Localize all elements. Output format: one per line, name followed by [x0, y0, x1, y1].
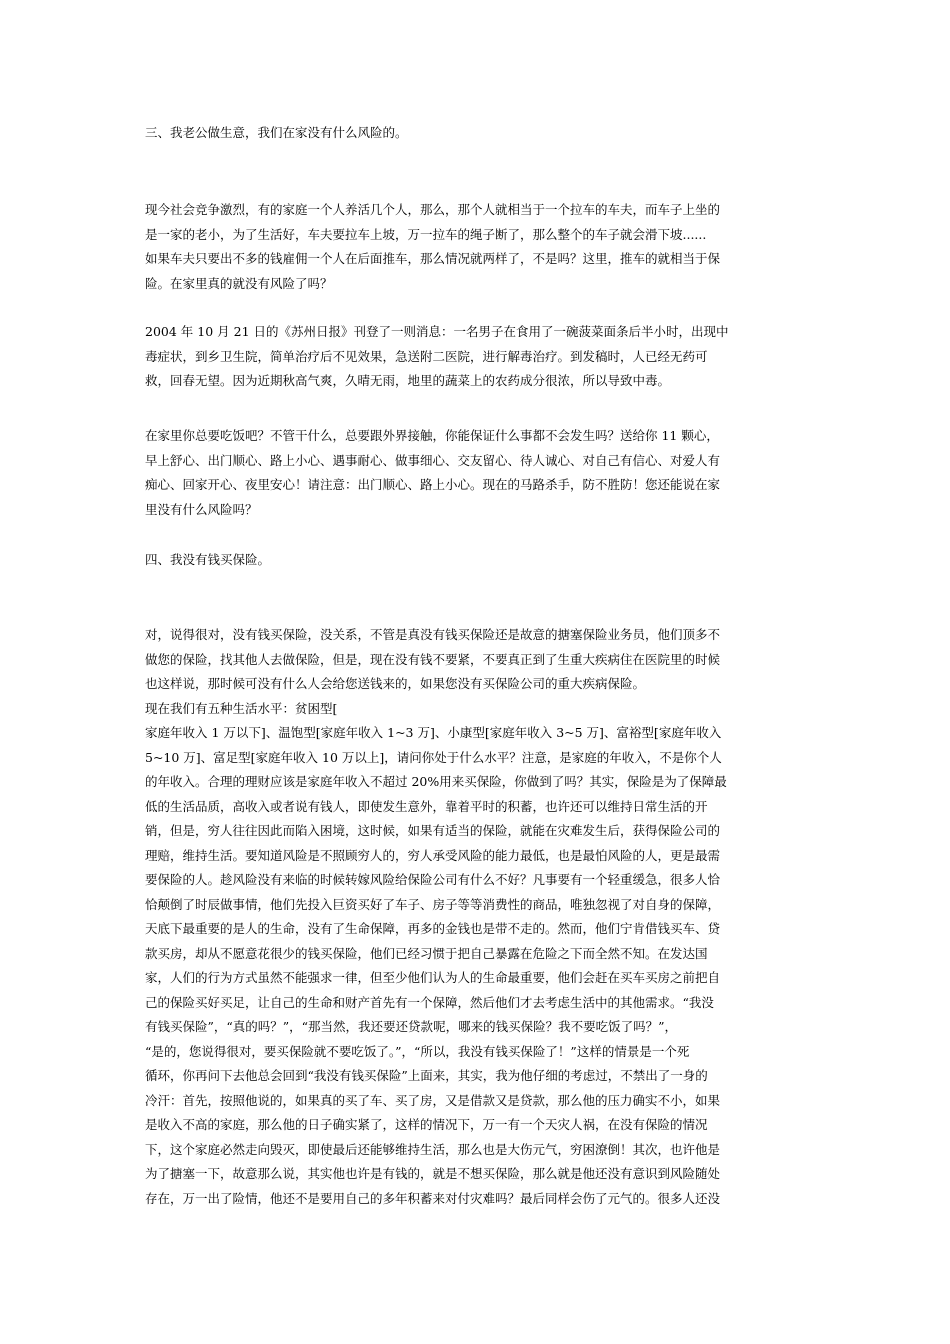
paragraph-home-risk: [145, 424, 815, 522]
paragraph-line: 循环，你再问下去他总会回到“我没有钱买保险”上面来，其实，我为他仔细的考虑过，不禁出了一身的: [145, 1068, 708, 1083]
paragraph-line: 也这样说，那时候可没有什么人会给您送钱来的，如果您没有买保险公司的重大疾病保险。: [145, 676, 646, 691]
paragraph-line: 要保险的人。趁风险没有来临的时候转嫁风险给保险公司有什么不好？凡事要有一个轻重缓急，很多人恰: [145, 872, 721, 887]
paragraph-line: 毒症状，到乡卫生院，简单治疗后不见效果，急送附二医院，进行解毒治疗。到发稿时，人已经无药可: [145, 348, 708, 364]
heading-text: 三、我老公做生意，我们在家没有什么风险的。: [145, 125, 408, 140]
paragraph-risk-analogy: [145, 198, 815, 296]
paragraph-news-story: [145, 320, 815, 394]
paragraph-line: 为了搪塞一下，故意那么说，其实他也许是有钱的，就是不想买保险，那么就是他还没有意识到风险随处: [145, 1166, 721, 1181]
paragraph-line: 2004 年 10 月 21 日的《苏州日报》刊登了一则消息：一名男子在食用了一碗菠菜面条后半小时，出现中: [145, 324, 729, 339]
paragraph-no-money: [145, 623, 815, 1211]
paragraph-line: 5~10 万]、富足型[家庭年收入 10 万以上]，请问你处于什么水平？注意，是家庭的年收入，不是你个人: [145, 749, 722, 765]
paragraph-line: 存在，万一出了险情，他还不是要用自己的多年积蓄来对付灾难吗？最后同样会伤了元气的。很多人还没: [145, 1190, 721, 1206]
heading-text: 四、我没有钱买保险。: [145, 552, 271, 567]
section-heading-three: [145, 121, 815, 146]
paragraph-line: 现今社会竞争激烈，有的家庭一个人养活几个人，那么，那个人就相当于一个拉车的车夫，而车子上坐的: [145, 202, 721, 217]
paragraph-line: 家庭年收入 1 万以下]、温饱型[家庭年收入 1~3 万]、小康型[家庭年收入 3~5 万]、富裕型[家庭年收入: [145, 725, 722, 740]
paragraph-line: 的年收入。合理的理财应该是家庭年收入不超过 20%用来买保险，你做到了吗？其实，保险是为了保障最: [145, 774, 727, 789]
paragraph-line: 如果车夫只要出不多的钱雇佣一个人在后面推车，那么情况就两样了，不是吗？这里，推车的就相当于保: [145, 251, 721, 266]
paragraph-line: 低的生活品质，高收入或者说有钱人，即使发生意外，靠着平时的积蓄，也许还可以维持日常生活的开: [145, 798, 708, 814]
section-heading-four: [145, 548, 815, 573]
paragraph-line: 救，回春无望。因为近期秋高气爽，久晴无雨，地里的蔬菜上的农药成分很浓，所以导致中毒。: [145, 373, 671, 388]
paragraph-line: 早上舒心、出门顺心、路上小心、遇事耐心、做事细心、交友留心、待人诚心、对自己有信心、对爱人有: [145, 452, 721, 468]
paragraph-line: 在家里你总要吃饭吧？不管干什么，总要跟外界接触，你能保证什么事都不会发生吗？送给你 11 颗心，: [145, 428, 719, 443]
paragraph-line: 里没有什么风险吗？: [145, 501, 258, 517]
paragraph-line: 对，说得很对，没有钱买保险，没关系，不管是真没有钱买保险还是故意的搪塞保险业务员，他们顶多不: [145, 627, 721, 642]
paragraph-line: 痴心、回家开心、夜里安心！请注意：出门顺心、路上小心。现在的马路杀手，防不胜防！您还能说在家: [145, 477, 721, 492]
paragraph-line: 现在我们有五种生活水平：贫困型[: [145, 700, 338, 716]
paragraph-line: 恰颠倒了时辰做事情，他们先投入巨资买好了车子、房子等等消费性的商品，唯独忽视了对自身的保障，: [145, 896, 721, 912]
paragraph-line: 做您的保险，找其他人去做保险，但是，现在没有钱不要紧，不要真正到了生重大疾病住在医院里的时候: [145, 651, 721, 667]
paragraph-line: 销，但是，穷人往往因此而陷入困境，这时候，如果有适当的保险，就能在灾难发生后，获得保险公司的: [145, 823, 721, 838]
paragraph-line: 款买房，却从不愿意花很少的钱买保险，他们已经习惯于把自己暴露在危险之下而全然不知。在发达国: [145, 945, 708, 961]
paragraph-line: 理赔，维持生活。要知道风险是不照顾穷人的，穷人承受风险的能力最低，也是最怕风险的人，更是最需: [145, 847, 721, 863]
paragraph-line: 天底下最重要的是人的生命，没有了生命保障，再多的金钱也是带不走的。然而，他们宁肯借钱买车、贷: [145, 921, 721, 936]
paragraph-line: “是的，您说得很对，要买保险就不要吃饭了。”，“所以，我没有钱买保险了！”这样的情景是一个死: [145, 1043, 690, 1059]
paragraph-line: 冷汗：首先，按照他说的，如果真的买了车、买了房，又是借款又是贷款，那么他的压力确实不小，如果: [145, 1092, 721, 1108]
paragraph-line: 是一家的老小，为了生活好，车夫要拉车上坡，万一拉车的绳子断了，那么整个的车子就会滑下坡......: [145, 226, 707, 242]
paragraph-line: 有钱买保险”，“真的吗？”，“那当然，我还要还贷款呢，哪来的钱买保险？我不要吃饭了吗？”，: [145, 1019, 677, 1034]
paragraph-line: 险。在家里真的就没有风险了吗？: [145, 275, 333, 291]
paragraph-line: 己的保险买好买足，让自己的生命和财产首先有一个保障，然后他们才去考虑生活中的其他需求。“我没: [145, 994, 714, 1010]
paragraph-line: 是收入不高的家庭，那么他的日子确实紧了，这样的情况下，万一有一个天灾人祸，在没有保险的情况: [145, 1117, 708, 1132]
paragraph-line: 下，这个家庭必然走向毁灭，即使最后还能够维持生活，那么也是大伤元气，穷困潦倒！其次，也许他是: [145, 1141, 721, 1157]
paragraph-line: 家，人们的行为方式虽然不能强求一律，但至少他们认为人的生命最重要，他们会赶在买车买房之前把自: [145, 970, 721, 985]
